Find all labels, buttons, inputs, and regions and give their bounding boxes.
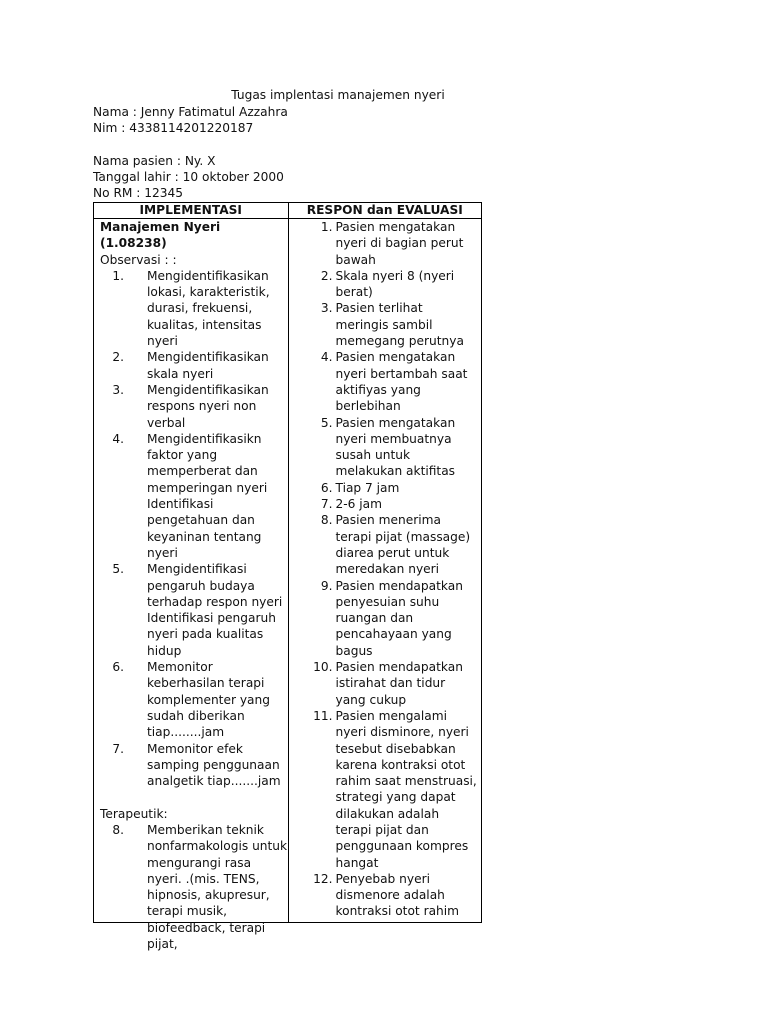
document-header: [93, 104, 288, 201]
list-item-number: 3.: [112, 382, 124, 397]
patient-rm-number: No RM : 12345: [93, 186, 184, 200]
list-item-number: 10.: [313, 660, 333, 675]
header-implementasi: IMPLEMENTASI: [94, 203, 289, 219]
list-item-number: 8.: [320, 513, 333, 528]
list-item: [311, 578, 478, 659]
list-item-number: 3.: [320, 301, 333, 316]
list-item: [311, 871, 478, 920]
list-item-number: 8.: [112, 822, 124, 837]
list-item-text: Pasien menerima terapi pijat (massage) diarea perut untuk meredakan nyeri: [335, 513, 471, 577]
observasi-list: [100, 268, 288, 790]
list-item: [311, 480, 478, 496]
list-item-number: 4.: [320, 350, 333, 365]
list-item-number: 5.: [112, 562, 124, 577]
document-title: Tugas implentasi manajemen nyeri: [231, 88, 445, 102]
list-item-text: Memonitor keberhasilan terapi komplementer yang sudah diberikan tiap........jam: [147, 660, 270, 740]
patient-name: Nama pasien : Ny. X: [93, 153, 216, 168]
list-item-text: Mengidentifikasikan skala nyeri: [147, 350, 269, 381]
list-item-number: 11.: [313, 708, 333, 723]
list-item: [311, 349, 478, 414]
list-item-number: 2.: [320, 268, 333, 283]
terapeutik-label: Terapeutik:: [100, 806, 168, 821]
list-item: [311, 415, 478, 480]
list-item: [311, 300, 478, 349]
list-item: [100, 268, 288, 349]
list-item-number: 9.: [320, 578, 333, 593]
table-body-row: [94, 219, 482, 923]
list-item: [100, 822, 288, 952]
list-item-text: Mengidentifikasikan respons nyeri non verbal: [147, 382, 269, 430]
list-item-text: Tiap 7 jam: [335, 480, 400, 495]
list-item: [311, 219, 478, 268]
list-item-number: 7.: [112, 741, 124, 756]
list-item-text: Penyebab nyeri dismenore adalah kontraksi otot rahim: [335, 871, 460, 919]
section-spacer: [100, 789, 288, 805]
list-item-text: Skala nyeri 8 (nyeri berat): [335, 268, 455, 300]
respon-evaluasi-cell: [288, 219, 482, 923]
implementation-table: [93, 202, 482, 952]
list-item-text: Pasien mendapatkan penyesuian suhu ruangan dan pencahayaan yang bagus: [335, 578, 463, 658]
list-item-number: 5.: [320, 415, 333, 430]
list-item-number: 4.: [112, 431, 124, 446]
list-item-text: Pasien mengatakan nyeri di bagian perut bawah: [335, 220, 464, 267]
list-item-number: 2.: [112, 350, 124, 365]
list-item-text: Memonitor efek samping penggunaan analgetik tiap.......jam: [147, 741, 281, 789]
implementasi-cell: [94, 219, 289, 952]
list-item: [311, 512, 478, 577]
terapeutik-list: [100, 822, 288, 952]
table-header-row: [94, 203, 482, 219]
list-item-text: Memberikan teknik nonfarmakologis untuk mengurangi rasa nyeri. .(mis. TENS, hipnosis, akupresur, terapi musik, biofeedback, terapi pijat,: [147, 822, 288, 952]
respon-list: [311, 219, 478, 920]
list-item-number: 6.: [320, 480, 333, 495]
list-item-number: 12.: [313, 871, 333, 886]
patient-birth-date: Tanggal lahir : 10 oktober 2000: [93, 169, 284, 184]
header-spacer: [93, 136, 288, 152]
list-item: [100, 561, 288, 659]
list-item-text: Mengidentifikasi pengaruh budaya terhadap respon nyeri Identifikasi pengaruh nyeri pada kualitas hidup: [147, 562, 283, 658]
student-name: Nama : Jenny Fatimatul Azzahra: [93, 105, 288, 119]
list-item-text: Pasien mengalami nyeri disminore, nyeri tesebut disebabkan karena kontraksi otot rahim saat menstruasi, strategi yang dapat dilakukan adalah terapi pijat dan penggunaan kompres hangat: [335, 708, 477, 870]
list-item-text: Mengidentifikasikn faktor yang memperberat dan memperingan nyeri Identifikasi pengetahuan dan keyaninan tentang nyeri: [147, 431, 268, 560]
list-item-number: 1.: [320, 220, 333, 234]
observasi-label: Observasi : :: [100, 252, 177, 267]
list-item: [100, 431, 288, 561]
header-respon-evaluasi: RESPON dan EVALUASI: [288, 203, 482, 219]
list-item-text: Pasien terlihat meringis sambil memegang perutnya: [335, 301, 464, 349]
list-item: [311, 496, 478, 512]
list-item-number: 6.: [112, 660, 124, 675]
list-item-number: 1.: [112, 268, 124, 283]
student-nim: Nim : 4338114201220187: [93, 121, 254, 136]
list-item: [311, 268, 478, 301]
list-item-text: Mengidentifikasikan lokasi, karakteristik, durasi, frekuensi, kualitas, intensitas nyeri: [147, 268, 270, 349]
list-item-text: Pasien mendapatkan istirahat dan tidur yang cukup: [335, 660, 463, 707]
list-item: [100, 741, 288, 790]
list-item-number: 7.: [320, 497, 333, 512]
implementasi-heading: Manajemen Nyeri (1.08238): [100, 220, 221, 251]
list-item: [311, 708, 478, 871]
list-item-text: 2-6 jam: [335, 497, 383, 512]
list-item: [100, 349, 288, 382]
list-item: [100, 382, 288, 431]
list-item-text: Pasien mengatakan nyeri membuatnya susah untuk melakukan aktifitas: [335, 415, 456, 479]
list-item-text: Pasien mengatakan nyeri bertambah saat aktifiyas yang berlebihan: [335, 350, 468, 414]
list-item: [100, 659, 288, 740]
list-item: [311, 659, 478, 708]
